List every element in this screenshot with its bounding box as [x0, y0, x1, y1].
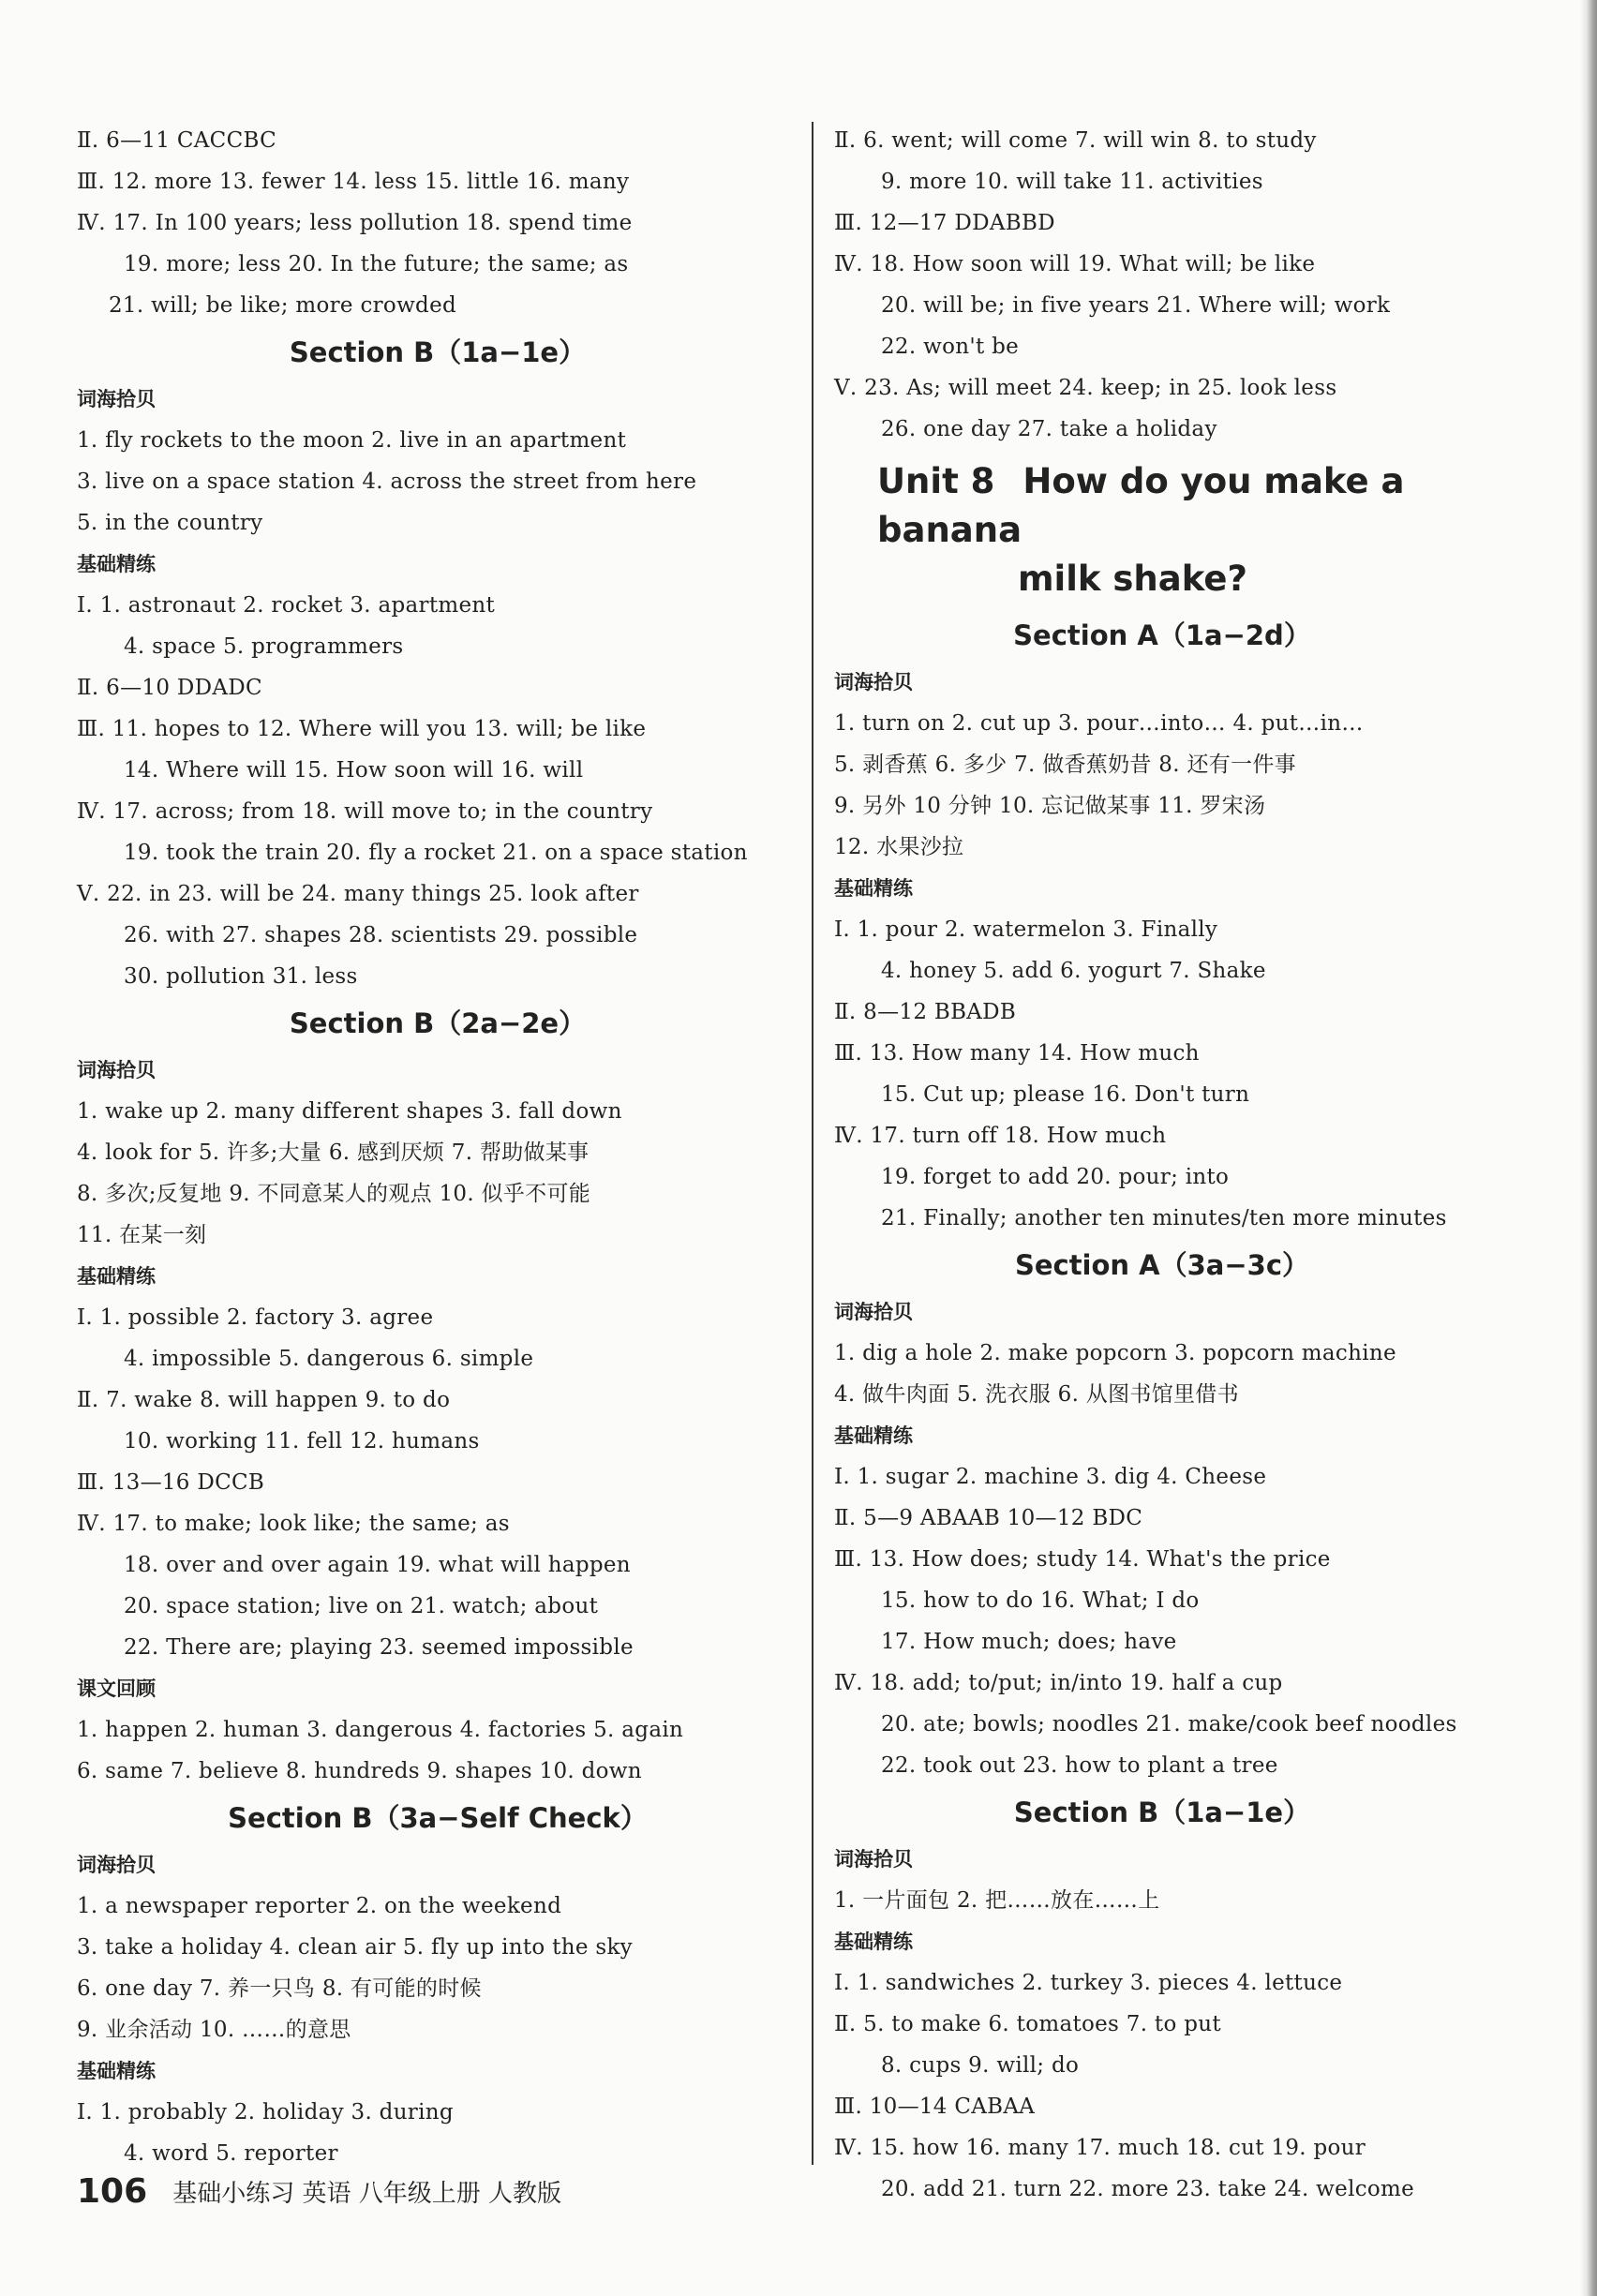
answer-line: 22. won't be [881, 335, 1020, 359]
answer-line: 12. 水果沙拉 [834, 835, 964, 859]
right-top-answers [834, 120, 1490, 450]
left-column [77, 120, 798, 2174]
answer-line: Ⅳ. 17. In 100 years; less pollution 18. spend time [77, 211, 633, 235]
answer-line: Ⅰ. 1. sandwiches 2. turkey 3. pieces 4. lettuce [834, 1971, 1343, 1995]
answer-line: 10. working 11. fell 12. humans [124, 1429, 480, 1454]
section-heading: Section A（3a−3c） [1014, 1249, 1310, 1281]
answer-line: 5. in the country [77, 511, 263, 535]
answer-line: 19. forget to add 20. pour; into [881, 1165, 1230, 1189]
subsection-label: 基础精练 [834, 877, 913, 900]
answer-line: Ⅳ. 17. turn off 18. How much [834, 1124, 1167, 1148]
answer-line: Ⅰ. 1. astronaut 2. rocket 3. apartment [77, 593, 496, 618]
answer-line: Ⅱ. 6. went; will come 7. will win 8. to study [834, 128, 1317, 153]
answer-line: 1. wake up 2. many different shapes 3. fall down [77, 1099, 622, 1124]
subsection-label: 基础精练 [77, 2060, 156, 2082]
answer-line: 4. impossible 5. dangerous 6. simple [124, 1347, 534, 1371]
answer-line: 9. more 10. will take 11. activities [881, 170, 1263, 194]
section-heading: Section B（3a−Self Check） [228, 1802, 648, 1834]
subsection-label: 基础精练 [834, 1931, 913, 1953]
footer-book-title: 基础小练习 英语 八年级上册 人教版 [172, 2180, 562, 2208]
answer-line: 11. 在某一刻 [77, 1223, 207, 1247]
answer-line: 1. fly rockets to the moon 2. live in an apartment [77, 428, 627, 453]
answer-line: 26. with 27. shapes 28. scientists 29. possible [124, 923, 638, 947]
answer-line: 4. space 5. programmers [124, 634, 404, 659]
answer-line: Ⅴ. 23. As; will meet 24. keep; in 25. look less [834, 376, 1337, 400]
answer-line: 1. turn on 2. cut up 3. pour…into… 4. put…in… [834, 711, 1364, 736]
answer-line: 14. Where will 15. How soon will 16. will [124, 758, 584, 783]
answer-line: Ⅲ. 12—17 DDABBD [834, 211, 1055, 235]
unit-title-line1: How do you make a banana [877, 461, 1405, 550]
answer-line: 1. 一片面包 2. 把……放在……上 [834, 1888, 1160, 1913]
subsection-label: 课文回顾 [77, 1677, 156, 1700]
answer-line: Ⅰ. 1. possible 2. factory 3. agree [77, 1305, 434, 1330]
subsection-label: 基础精练 [77, 553, 156, 575]
answer-line: Ⅴ. 22. in 23. will be 24. many things 25. look after [77, 882, 639, 906]
unit-number: Unit 8 [877, 461, 995, 501]
answer-line: Ⅰ. 1. probably 2. holiday 3. during [77, 2100, 454, 2125]
answer-line: 1. a newspaper reporter 2. on the weekend [77, 1894, 562, 1918]
answer-line: 4. honey 5. add 6. yogurt 7. Shake [881, 959, 1266, 983]
right-column [834, 120, 1490, 2210]
answer-line: 9. 业余活动 10. ……的意思 [77, 2018, 351, 2042]
answer-line: Ⅳ. 17. across; from 18. will move to; in the country [77, 799, 653, 824]
answer-line: 21. will; be like; more crowded [109, 293, 457, 318]
answer-line: 4. word 5. reporter [124, 2141, 338, 2166]
answer-line: 15. how to do 16. What; I do [881, 1588, 1200, 1613]
answer-line: 22. There are; playing 23. seemed impossible [124, 1635, 634, 1660]
answer-line: 17. How much; does; have [881, 1630, 1177, 1654]
subsection-label: 词海拾贝 [77, 1854, 156, 1876]
answer-line: 6. same 7. believe 8. hundreds 9. shapes 10. down [77, 1759, 642, 1783]
subsection-label: 词海拾贝 [834, 671, 913, 693]
answer-line: Ⅳ. 17. to make; look like; the same; as [77, 1512, 510, 1536]
answer-line: 20. ate; bowls; noodles 21. make/cook beef noodles [881, 1712, 1457, 1737]
unit-title-line2: milk shake? [1018, 559, 1247, 599]
answer-line: Ⅱ. 5—9 ABAAB 10—12 BDC [834, 1506, 1143, 1530]
answer-line: 18. over and over again 19. what will happen [124, 1553, 631, 1577]
answer-line: 3. live on a space station 4. across the street from here [77, 470, 697, 494]
answer-line: Ⅲ. 13. How many 14. How much [834, 1041, 1200, 1066]
answer-line: Ⅱ. 7. wake 8. will happen 9. to do [77, 1388, 451, 1412]
subsection-label: 基础精练 [834, 1424, 913, 1447]
answer-line: 1. happen 2. human 3. dangerous 4. factories 5. again [77, 1718, 684, 1742]
answer-line: 4. 做牛肉面 5. 洗衣服 6. 从图书馆里借书 [834, 1382, 1239, 1407]
answer-line: 20. space station; live on 21. watch; about [124, 1594, 599, 1618]
answer-line: Ⅳ. 18. add; to/put; in/into 19. half a cup [834, 1671, 1283, 1695]
subsection-label: 词海拾贝 [77, 1059, 156, 1081]
page-number: 106 [77, 2172, 148, 2211]
answer-line: 8. cups 9. will; do [881, 2053, 1080, 2078]
answer-line: Ⅲ. 10—14 CABAA [834, 2095, 1036, 2119]
answer-line: 19. more; less 20. In the future; the same; as [124, 252, 629, 276]
column-divider [812, 122, 813, 2165]
answer-line: 9. 另外 10 分钟 10. 忘记做某事 11. 罗宋汤 [834, 794, 1266, 818]
answer-line: 19. took the train 20. fly a rocket 21. on a space station [124, 841, 748, 865]
section-heading: Section B（1a−1e） [289, 336, 587, 368]
answer-line: 8. 多次;反复地 9. 不同意某人的观点 10. 似乎不可能 [77, 1182, 591, 1206]
section-heading: Section B（1a−1e） [1013, 1797, 1311, 1828]
answer-line: 1. dig a hole 2. make popcorn 3. popcorn machine [834, 1341, 1396, 1365]
answer-line: Ⅱ. 6—11 CACCBC [77, 128, 276, 153]
section-heading: Section B（2a−2e） [289, 1007, 587, 1039]
answer-line: 22. took out 23. how to plant a tree [881, 1753, 1278, 1778]
answer-line: Ⅲ. 11. hopes to 12. Where will you 13. will; be like [77, 717, 647, 741]
answer-line: Ⅲ. 13. How does; study 14. What's the price [834, 1547, 1331, 1572]
answer-line: Ⅱ. 6—10 DDADC [77, 676, 262, 700]
page-binding-edge [1580, 0, 1597, 2296]
section-heading: Section A（1a−2d） [1013, 619, 1311, 651]
page-footer [77, 2172, 561, 2211]
answer-line: 30. pollution 31. less [124, 964, 358, 989]
answer-line: Ⅰ. 1. sugar 2. machine 3. dig 4. Cheese [834, 1465, 1267, 1489]
subsection-label: 基础精练 [77, 1265, 156, 1288]
answer-line: 6. one day 7. 养一只鸟 8. 有可能的时候 [77, 1976, 482, 2001]
unit-heading [834, 457, 1490, 604]
subsection-label: 词海拾贝 [834, 1301, 913, 1323]
answer-line: 3. take a holiday 4. clean air 5. fly up into the sky [77, 1935, 633, 1960]
answer-line: Ⅲ. 13—16 DCCB [77, 1470, 265, 1495]
answer-line: 26. one day 27. take a holiday [881, 417, 1217, 441]
answer-line: 20. add 21. turn 22. more 23. take 24. welcome [881, 2177, 1415, 2201]
answer-line: Ⅳ. 18. How soon will 19. What will; be like [834, 252, 1316, 276]
right-bottom-answers [834, 611, 1490, 2210]
answer-line: Ⅰ. 1. pour 2. watermelon 3. Finally [834, 917, 1218, 942]
answer-line: Ⅳ. 15. how 16. many 17. much 18. cut 19. pour [834, 2136, 1366, 2160]
answer-line: 15. Cut up; please 16. Don't turn [881, 1082, 1250, 1107]
subsection-label: 词海拾贝 [77, 388, 156, 410]
subsection-label: 词海拾贝 [834, 1848, 913, 1871]
answer-line: Ⅱ. 5. to make 6. tomatoes 7. to put [834, 2012, 1221, 2036]
answer-line: Ⅱ. 8—12 BBADB [834, 1000, 1017, 1024]
answer-line: Ⅲ. 12. more 13. fewer 14. less 15. little 16. many [77, 170, 630, 194]
answer-line: 5. 剥香蕉 6. 多少 7. 做香蕉奶昔 8. 还有一件事 [834, 753, 1296, 777]
answer-line: 4. look for 5. 许多;大量 6. 感到厌烦 7. 帮助做某事 [77, 1141, 590, 1165]
answer-line: 21. Finally; another ten minutes/ten more minutes [881, 1206, 1447, 1230]
answer-line: 20. will be; in five years 21. Where will; work [881, 293, 1391, 318]
